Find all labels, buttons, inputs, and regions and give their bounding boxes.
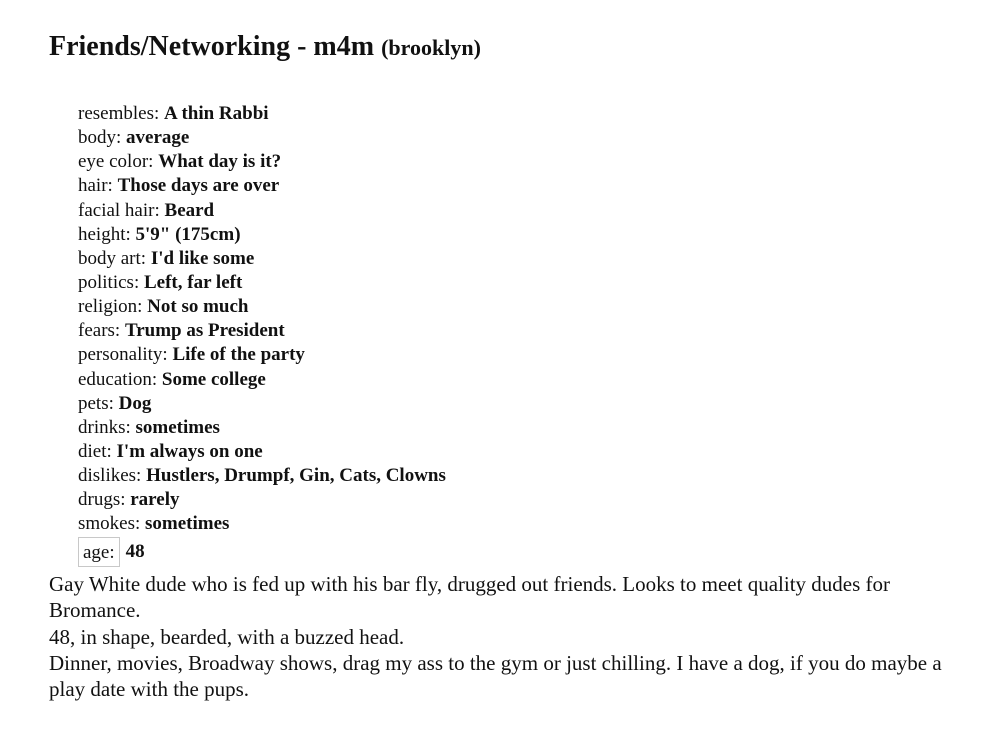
age-value: 48: [125, 541, 145, 562]
attribute-value: Hustlers, Drumpf, Gin, Cats, Clowns: [146, 465, 446, 487]
attribute-item: [78, 102, 446, 126]
attribute-value: sometimes: [135, 416, 220, 438]
attribute-item: [78, 368, 446, 392]
attribute-label: height:: [78, 223, 136, 245]
attribute-value: Beard: [164, 199, 215, 221]
attribute-value: rarely: [130, 489, 180, 511]
posting-body-paragraph: Gay White dude who is fed up with his bar fly, drugged out friends. Looks to meet quality dudes for Bromance.: [49, 572, 891, 623]
attribute-item: [78, 416, 446, 440]
posting-title: [49, 30, 481, 65]
attribute-value: Life of the party: [172, 344, 305, 366]
attribute-value: Those days are over: [117, 175, 280, 197]
attribute-label: drinks:: [78, 416, 136, 438]
age-row: [78, 537, 145, 567]
attribute-value: Dog: [118, 392, 152, 414]
posting-body-paragraph: 48, in shape, bearded, with a buzzed head.: [49, 624, 405, 649]
attribute-value: sometimes: [145, 513, 230, 535]
attribute-label: body art:: [78, 247, 151, 269]
age-label: age:: [78, 537, 120, 567]
posting-body-paragraph: Dinner, movies, Broadway shows, drag my ass to the gym or just chilling. I have a dog, if you do maybe a play date with the pups.: [49, 650, 942, 702]
attribute-label: fears:: [78, 320, 125, 342]
attribute-item: [78, 223, 446, 247]
attribute-label: politics:: [78, 271, 144, 293]
attribute-label: eye color:: [78, 151, 159, 173]
attribute-value: Not so much: [147, 296, 249, 318]
attribute-item: [78, 488, 446, 512]
attribute-label: smokes:: [78, 513, 146, 535]
attribute-item: [78, 126, 446, 150]
attribute-item: [78, 271, 446, 295]
attribute-item: [78, 247, 446, 271]
posting-area: (brooklyn): [381, 35, 481, 60]
posting-title-text: Friends/Networking - m4m: [49, 31, 375, 62]
attribute-label: personality:: [78, 344, 173, 366]
attribute-label: pets:: [78, 392, 119, 414]
attribute-item: [78, 343, 446, 367]
attribute-item: [78, 392, 446, 416]
attribute-item: [78, 440, 446, 464]
attribute-item: [78, 150, 446, 174]
attribute-label: drugs:: [78, 489, 131, 511]
posting-body: [49, 571, 969, 702]
attribute-list: [78, 102, 446, 537]
attribute-item: [78, 199, 446, 223]
attribute-value: What day is it?: [158, 151, 282, 173]
attribute-label: dislikes:: [78, 465, 147, 487]
attribute-item: [78, 295, 446, 319]
attribute-value: I'd like some: [150, 247, 255, 269]
attribute-label: hair:: [78, 175, 118, 197]
attribute-value: Trump as President: [124, 320, 285, 342]
attribute-label: diet:: [78, 440, 117, 462]
attribute-value: A thin Rabbi: [164, 103, 269, 124]
attribute-value: average: [126, 127, 190, 149]
attribute-value: Left, far left: [143, 271, 243, 293]
attribute-item: [78, 512, 446, 536]
attribute-label: body:: [78, 127, 127, 149]
attribute-item: [78, 464, 446, 488]
attribute-item: [78, 174, 446, 198]
attribute-item: [78, 319, 446, 343]
attribute-label: resembles:: [78, 103, 165, 124]
attribute-label: religion:: [78, 296, 148, 318]
attribute-value: I'm always on one: [116, 440, 263, 462]
attribute-value: Some college: [161, 368, 266, 390]
attribute-value: 5'9" (175cm): [135, 223, 241, 245]
attribute-label: facial hair:: [78, 199, 165, 221]
attribute-label: education:: [78, 368, 162, 390]
